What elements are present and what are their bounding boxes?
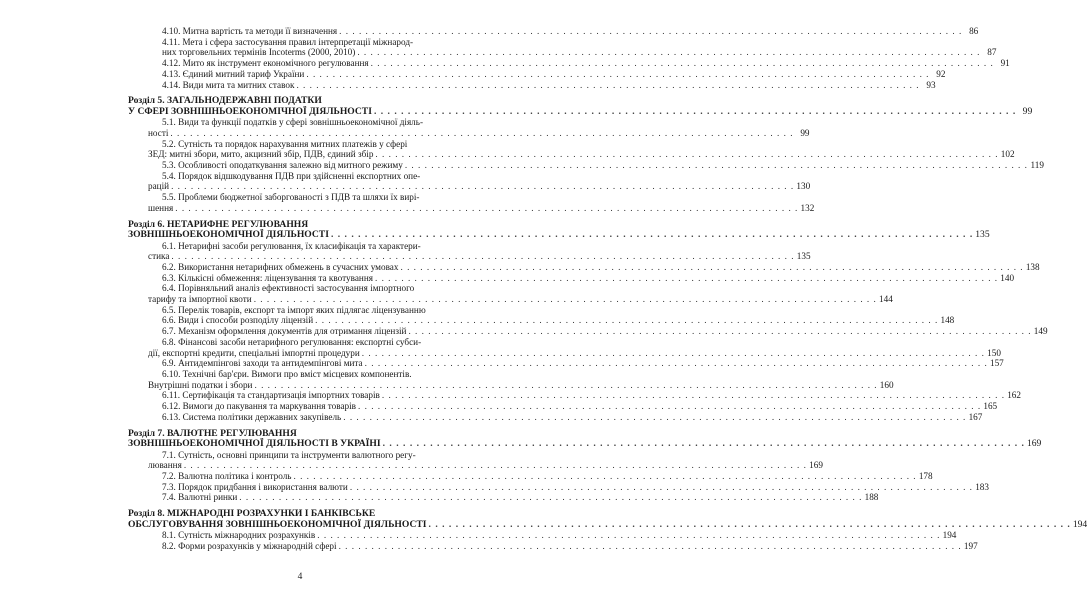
toc-entry[interactable] [128,202,815,214]
toc-entry-title: 7.2. Валютна політика і контроль [162,470,292,481]
toc-entry[interactable] [128,347,1001,359]
toc-entry-title: 6.4. Порівняльний аналіз ефективності застосування імпортного [162,283,415,294]
toc-entry[interactable] [128,315,955,326]
toc-entry[interactable] [128,294,893,305]
toc-entry-title: них торговельних термінів Incoterms (2000, 2010) [162,47,356,58]
section-heading[interactable] [128,509,482,520]
toc-entry[interactable] [128,261,1040,273]
toc-entry-page: 91 [1000,58,1010,69]
toc-entry-title: 6.12. Вимоги до пакування та маркування товарів [162,401,357,412]
toc-entry[interactable] [128,58,1010,69]
toc-entry-title: 4.10. Митна вартість та методи її визначення [162,26,338,36]
toc-entry-title: шення [148,202,174,213]
dot-leader [374,107,1016,118]
toc-entry-title: 6.7. Механізм оформлення документів для отримання ліцензій [162,326,407,337]
toc-entry-title: тарифу та імпортної квоти [148,294,252,305]
dot-leader [254,380,877,391]
toc-entry[interactable] [128,117,482,128]
toc-entry-title: 6.2. Використання нетарифних обмежень в сучасних умовах [162,261,399,272]
dot-leader [383,439,1025,450]
toc-entry[interactable] [128,481,989,493]
toc-entry[interactable] [128,127,810,139]
toc-entry-title: 6.9. Антидемпінгові заходи та антидемпінгові мита [162,358,363,369]
toc-entry-title: 8.1. Сутність міжнародних розрахунків [162,530,316,541]
toc-entry-title: 6.8. Фінансові засоби нетарифного регулювання: експортні субси- [162,336,422,347]
dot-leader [339,26,962,37]
section-heading-page: 135 [975,229,990,241]
toc-entry-title: 6.6. Види і способи розподілу ліцензій [162,315,314,326]
toc-entry-page: 87 [987,47,997,58]
dot-leader [358,401,981,412]
dot-leader [293,471,916,482]
dot-leader [331,230,973,241]
toc-entry-page: 93 [926,79,936,90]
dot-leader [296,80,919,91]
toc-entry-title: 5.1. Види та функції податків у сфері зовнішньоекономічної діяль- [162,117,424,128]
dot-leader [343,412,966,423]
toc-entry[interactable] [128,192,482,203]
dot-leader [382,390,1005,401]
toc-entry[interactable] [128,358,1004,369]
dot-leader [339,541,962,552]
toc-entry[interactable] [128,540,978,552]
toc-entry-page: 197 [963,540,978,551]
dot-leader [175,203,798,214]
section-heading-line: Розділ 5. ЗАГАЛЬНОДЕРЖАВНІ ПОДАТКИ [128,95,322,107]
toc-entry-page: 162 [1007,390,1021,401]
toc-entry-page: 150 [987,347,1001,358]
toc-entry-title: 5.4. Порядок відшкодування ПДВ при здійсненні експортних опе- [162,170,421,181]
dot-leader [254,294,877,305]
section-heading[interactable] [128,229,990,241]
section-heading-line: ЗОВНІШНЬОЕКОНОМІЧНОЇ ДІЯЛЬНОСТІ [128,229,329,241]
toc-entry-page: 165 [983,401,998,412]
toc-entry[interactable] [128,326,1048,337]
toc-entry-page: 160 [879,379,894,390]
toc-entry-page: 194 [942,530,957,541]
toc-entry-page: 140 [1000,272,1015,283]
toc-entry-page: 138 [1025,261,1040,272]
toc-entry-title: 4.12. Мито як інструмент економічного регулювання [162,58,369,69]
toc-entry-page: 86 [969,26,979,36]
section-heading-page: 194 [1072,518,1087,530]
toc-entry[interactable] [128,283,482,294]
dot-leader [405,160,1028,171]
dot-leader [306,69,929,80]
dot-leader [375,149,998,160]
toc-entry-page: 157 [989,358,1004,369]
dot-leader [171,251,794,262]
section-heading-page: 99 [1022,105,1033,117]
toc-entry-title: Внутрішні податки і збори [148,379,253,390]
toc-entry-page: 119 [1030,160,1044,171]
toc-entry-page: 149 [1033,326,1048,337]
section-heading[interactable] [128,105,1033,118]
toc-entry-page: 188 [864,492,879,503]
toc-entry-title: 6.3. Кількісні обмеження: ліцензування та квотування [162,272,373,283]
dot-leader [357,47,980,58]
toc-entry[interactable] [128,369,482,380]
section-heading-line: Розділ 8. МІЖНАРОДНІ РОЗРАХУНКИ І БАНКІВСЬКЕ [128,508,376,520]
dot-leader [371,58,994,69]
toc-entry[interactable] [128,149,1015,160]
dot-leader [350,482,973,493]
toc-entry-title: 5.5. Проблеми бюджетної заборгованості з ПДВ та шляхи їх вирі- [162,192,420,203]
toc-entry[interactable] [128,272,1015,284]
dot-leader [365,358,988,369]
toc-entry-page: 92 [936,68,946,79]
toc-entry[interactable] [128,411,983,423]
toc-entry-title: 8.2. Форми розрахунків у міжнародній сфері [162,540,337,551]
toc-entry-title: 5.3. Особливості оподаткування залежно від митного режиму [162,160,403,171]
toc-entry-title: 4.14. Види мита та митних ставок [162,79,295,90]
toc-entry[interactable] [128,26,979,37]
toc-entry[interactable] [128,460,823,471]
section-heading-page: 169 [1026,438,1042,449]
toc-entry[interactable] [128,37,482,48]
toc-entry-page: 99 [800,127,810,138]
dot-leader [317,530,940,541]
toc-entry[interactable] [128,181,811,192]
section-heading[interactable] [128,438,1042,450]
toc-entry-page: 183 [975,481,989,492]
toc-entry[interactable] [128,160,1044,171]
toc-entry[interactable] [128,379,894,391]
dot-leader [171,181,794,192]
toc-entry[interactable] [128,305,482,316]
toc-entry-page: 135 [796,251,811,262]
toc-entry-title: ності [148,127,169,138]
toc-entry[interactable] [128,47,997,58]
section-heading[interactable] [128,518,1087,531]
toc-entry-title: 6.10. Технічні бар'єри. Вимоги про вміст місцевих компонентів. [162,368,412,379]
toc-entry-title: 7.3. Порядок придбання і використання валюти [162,481,348,492]
toc-entry-title: 6.5. Перелік товарів, експорт та імпорт яких підлягає ліцензуванню [162,304,426,315]
toc-entry-page: 102 [1000,149,1015,160]
toc-entry-page: 144 [879,294,893,305]
toc-entry-page: 130 [796,181,811,192]
toc-entry-page: 178 [918,470,933,481]
toc-entry[interactable] [128,492,879,503]
dot-leader [315,315,938,326]
toc-entry[interactable] [128,241,482,252]
toc-entry[interactable] [128,139,482,150]
toc-entry[interactable] [128,450,482,461]
page-number: 4 [297,572,303,582]
dot-leader [239,492,862,503]
toc-entry-title: 6.13. Система політики державних закупівель [162,411,342,422]
toc-entry[interactable] [128,401,998,412]
section-heading-line: ОБСЛУГОВУВАННЯ ЗОВНІШНЬОЕКОНОМІЧНОЇ ДІЯЛЬНОСТІ [128,518,427,530]
toc-entry-title: 4.13. Єдиний митний тариф України [162,68,305,79]
section-heading-line: Розділ 7. ВАЛЮТНЕ РЕГУЛЮВАННЯ [128,427,297,439]
toc-entry-page: 169 [809,460,823,471]
toc-entry-title: 6.11. Сертифікація та стандартизація імпортних товарів [162,390,380,401]
toc-entry[interactable] [128,337,482,348]
toc-entry-title: 7.1. Сутність, основні принципи та інструменти валютного регу- [162,449,416,460]
toc-entry-page: 148 [940,315,955,326]
toc-entry-page: 132 [800,202,815,213]
toc-entry-title: дії, експортні кредити, спеціальні імпортні процедури [148,347,360,358]
toc-entry-title: 5.2. Сутність та порядок нарахування митних платежів у сфері [162,138,408,149]
section-heading-line: Розділ 6. НЕТАРИФНЕ РЕГУЛЮВАННЯ [128,218,309,230]
dot-leader [184,460,807,471]
toc-entry[interactable] [128,171,482,182]
dot-leader [400,262,1023,273]
toc-entry-title: стика [148,251,170,262]
toc-entry-title: лювання [148,460,182,471]
toc-entry-title: 4.11. Мета і сфера застосування правил інтерпретації міжнарод- [162,36,414,47]
toc-entry-title: 7.4. Валютні ринки [162,492,238,503]
section-heading-line: ЗОВНІШНЬОЕКОНОМІЧНОЇ ДІЯЛЬНОСТІ В УКРАЇНІ [128,438,381,449]
toc-entry[interactable] [128,251,811,262]
toc-entry[interactable] [128,79,936,91]
toc-entry[interactable] [128,470,933,482]
toc-entry[interactable] [128,390,1021,401]
toc-entry-title: рацій [148,181,170,192]
dot-leader [375,273,998,284]
toc-entry[interactable] [128,530,957,541]
toc-entry[interactable] [128,68,946,80]
dot-leader [408,326,1031,337]
dot-leader [429,520,1071,531]
dot-leader [170,128,793,139]
dot-leader [362,348,985,359]
toc-entry-title: ЗЕД: митні збори, мито, акцизний збір, ПДВ, єдиний збір [148,149,374,160]
table-of-contents [128,26,1087,551]
section-heading-line: У СФЕРІ ЗОВНІШНЬОЕКОНОМІЧНОЇ ДІЯЛЬНОСТІ [128,105,372,117]
toc-entry-page: 167 [968,411,983,422]
toc-entry-title: 6.1. Нетарифні засоби регулювання, їх класифікація та характери- [162,240,421,251]
